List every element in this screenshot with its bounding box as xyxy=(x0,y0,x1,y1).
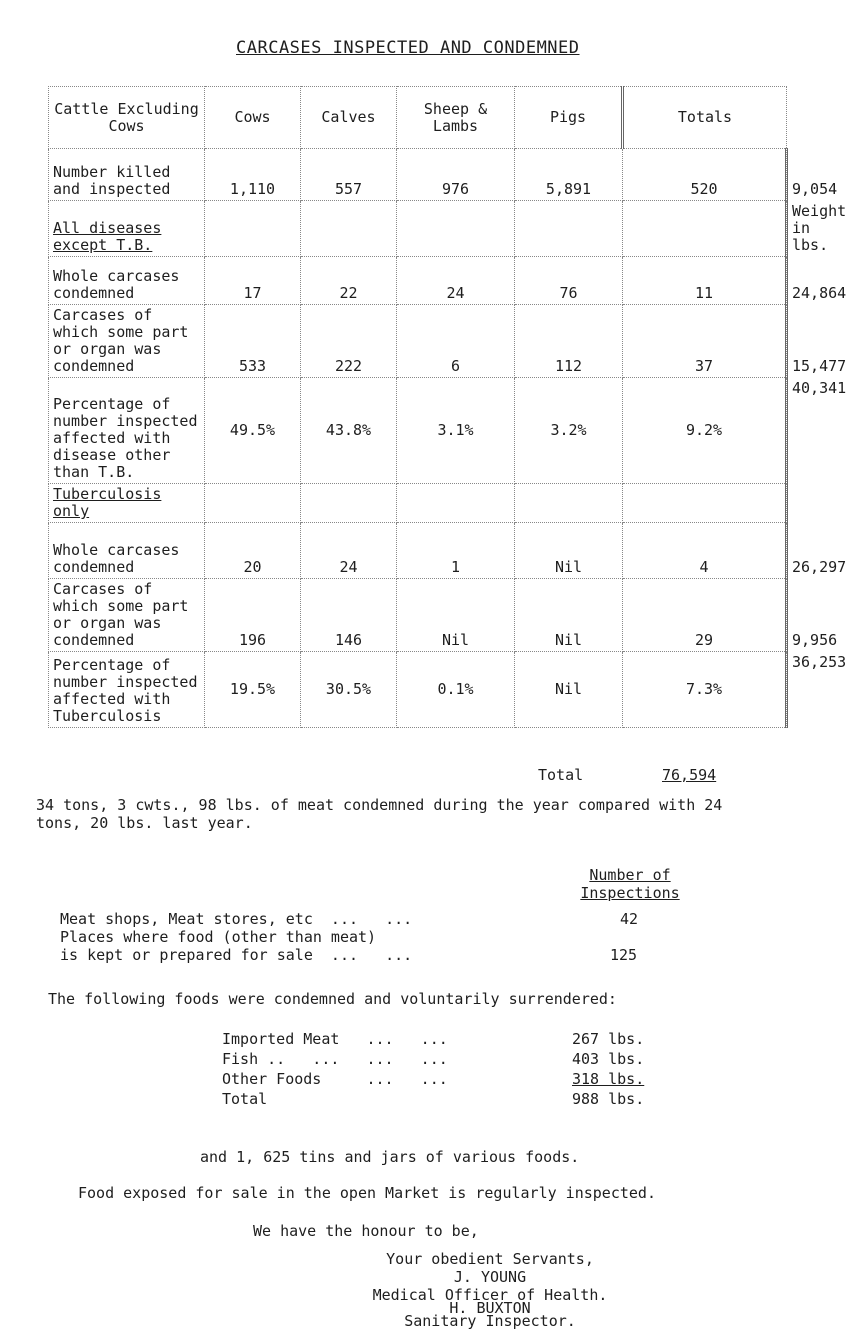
table-header-row xyxy=(49,87,787,149)
market-line: Food exposed for sale in the open Market is regularly inspected. xyxy=(78,1184,656,1202)
table-row: Carcases of which some part or organ was condemned 196 146 Nil Nil 29 9,956 xyxy=(49,579,787,652)
table-row: Whole carcases condemned 20 24 1 Nil 4 26,297 xyxy=(49,523,787,579)
cell xyxy=(515,201,623,257)
cell: Nil xyxy=(515,579,623,652)
section-label: Tuberculosis only xyxy=(49,484,205,523)
honour-line: We have the honour to be, xyxy=(253,1222,479,1240)
cell: 24 xyxy=(301,523,397,579)
col-header: Cattle Excluding Cows xyxy=(49,87,205,149)
cell: 520 xyxy=(623,149,787,201)
signature-line: Your obedient Servants, xyxy=(386,1250,594,1268)
row-label: Whole carcases condemned xyxy=(49,523,205,579)
cell: 6 xyxy=(397,305,515,378)
grand-total-label: Total xyxy=(538,766,584,784)
cell xyxy=(205,201,301,257)
cell xyxy=(623,484,787,523)
cell: 3.1% xyxy=(397,378,515,484)
cell: 43.8% xyxy=(301,378,397,484)
cell: 11 xyxy=(623,257,787,305)
food-value: 403 lbs. xyxy=(572,1050,645,1068)
col-header: Cows xyxy=(205,87,301,149)
cell: 49.5% xyxy=(205,378,301,484)
cell: 196 xyxy=(205,579,301,652)
food-label: Fish .. ... ... ... xyxy=(222,1050,448,1068)
cell: 37 xyxy=(623,305,787,378)
cell xyxy=(397,201,515,257)
cell xyxy=(397,484,515,523)
cell: 9.2% xyxy=(623,378,787,484)
cell: 4 xyxy=(623,523,787,579)
table-row: Percentage of number inspected affected with Tuberculosis 19.5% 30.5% 0.1% Nil 7.3% 36,253 xyxy=(49,652,787,728)
carcases-table xyxy=(48,86,846,728)
cell: 20 xyxy=(205,523,301,579)
food-label: Imported Meat ... ... xyxy=(222,1030,448,1048)
page-title: CARCASES INSPECTED AND CONDEMNED xyxy=(236,38,580,58)
grand-total-value: 76,594 xyxy=(662,766,717,784)
row-label: Carcases of which some part or organ was condemned xyxy=(49,305,205,378)
table-row: Percentage of number inspected affected with disease other than T.B. 49.5% 43.8% 3.1% 3.2% 9.2% 40,341 xyxy=(49,378,787,484)
food-value: 988 lbs. xyxy=(572,1090,645,1108)
food-label: Total xyxy=(222,1090,268,1108)
cell: 557 xyxy=(301,149,397,201)
cell xyxy=(205,484,301,523)
cell: 22 xyxy=(301,257,397,305)
cell: 222 xyxy=(301,305,397,378)
summary-paragraph: 34 tons, 3 cwts., 98 lbs. of meat condemned during the year compared with 24 tons, 20 lbs. last year. xyxy=(36,796,732,832)
cell: 30.5% xyxy=(301,652,397,728)
cell: 76 xyxy=(515,257,623,305)
cell: 19.5% xyxy=(205,652,301,728)
cell: Nil xyxy=(397,579,515,652)
col-header: Pigs xyxy=(515,87,623,149)
col-header: Calves xyxy=(301,87,397,149)
signature-line: Sanitary Inspector. xyxy=(404,1312,576,1330)
col-header: Sheep & Lambs xyxy=(397,87,515,149)
cell: 976 xyxy=(397,149,515,201)
cell: 0.1% xyxy=(397,652,515,728)
cell: Nil xyxy=(515,652,623,728)
table-row: Carcases of which some part or organ was condemned 533 222 6 112 37 15,477 xyxy=(49,305,787,378)
cell: 146 xyxy=(301,579,397,652)
inspection-row-label: Places where food (other than meat) xyxy=(60,928,377,946)
row-label: Number killed and inspected xyxy=(49,149,205,201)
cell: 29 xyxy=(623,579,787,652)
signature-line: H. BUXTON xyxy=(449,1299,531,1317)
cell xyxy=(515,484,623,523)
col-header: Totals xyxy=(623,87,787,149)
signature-line: Medical Officer of Health. xyxy=(372,1286,608,1304)
row-label: Percentage of number inspected affected with Tuberculosis xyxy=(49,652,205,728)
food-label: Other Foods ... ... xyxy=(222,1070,448,1088)
food-value: 318 lbs. xyxy=(572,1070,645,1088)
cell: 533 xyxy=(205,305,301,378)
inspection-row-label: Meat shops, Meat stores, etc ... ... xyxy=(60,910,413,928)
inspection-row-value: 42 xyxy=(620,910,639,928)
cell xyxy=(301,484,397,523)
inspection-row-label: is kept or prepared for sale ... ... xyxy=(60,946,413,964)
cell: 1,110 xyxy=(205,149,301,201)
inspections-header: Number of Inspections xyxy=(580,866,680,902)
food-value: 267 lbs. xyxy=(572,1030,645,1048)
cell: 1 xyxy=(397,523,515,579)
signature-line: J. YOUNG xyxy=(453,1268,527,1286)
tins-line: and 1, 625 tins and jars of various foods. xyxy=(200,1148,580,1166)
cell: 17 xyxy=(205,257,301,305)
table-row: Number killed and inspected 1,110 557 976 5,891 520 9,054 xyxy=(49,149,787,201)
row-label: Whole carcases condemned xyxy=(49,257,205,305)
cell: 112 xyxy=(515,305,623,378)
table-row xyxy=(49,484,787,523)
table-row: Whole carcases condemned 17 22 24 76 11 24,864 xyxy=(49,257,787,305)
cell: Nil xyxy=(515,523,623,579)
inspection-row-value: 125 xyxy=(610,946,638,964)
cell: 3.2% xyxy=(515,378,623,484)
row-label: Percentage of number inspected affected with disease other than T.B. xyxy=(49,378,205,484)
cell xyxy=(623,201,787,257)
cell: 24 xyxy=(397,257,515,305)
cell: 7.3% xyxy=(623,652,787,728)
cell xyxy=(301,201,397,257)
row-label: Carcases of which some part or organ was condemned xyxy=(49,579,205,652)
section-label: All diseases except T.B. xyxy=(49,201,205,257)
table-row: All diseases except T.B. Weight in lbs. xyxy=(49,201,787,257)
cell: 5,891 xyxy=(515,149,623,201)
foods-intro: The following foods were condemned and voluntarily surrendered: xyxy=(48,990,617,1008)
